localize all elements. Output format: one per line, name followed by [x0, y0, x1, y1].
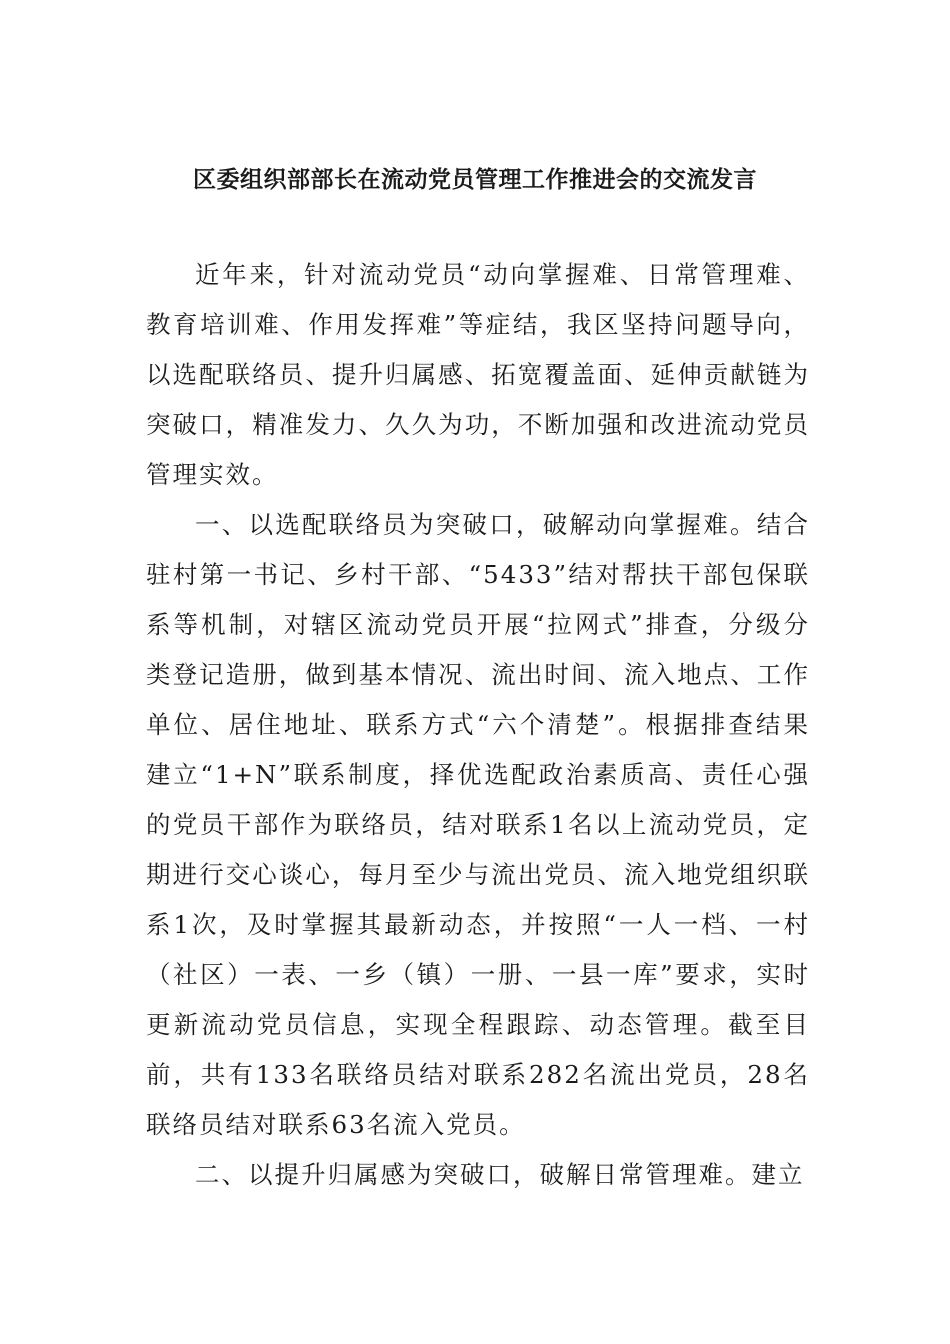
document-body	[146, 250, 810, 1200]
paragraph-section-one: 一、以选配联络员为突破口，破解动向掌握难。结合驻村第一书记、乡村干部、“5433”结对帮扶干部包保联系等机制，对辖区流动党员开展“拉网式”排查，分级分类登记造册，做到基本情况、流出时间、流入地点、工作单位、居住地址、联系方式“六个清楚”。根据排查结果建立“1+N”联系制度，择优选配政治素质高、责任心强的党员干部作为联络员，结对联系1名以上流动党员，定期进行交心谈心，每月至少与流出党员、流入地党组织联系1次，及时掌握其最新动态，并按照“一人一档、一村（社区）一表、一乡（镇）一册、一县一库”要求，实时更新流动党员信息，实现全程跟踪、动态管理。截至目前，共有133名联络员结对联系282名流出党员，28名联络员结对联系63名流入党员。	[146, 510, 810, 1139]
document-title: 区委组织部部长在流动党员管理工作推进会的交流发言	[193, 166, 757, 193]
paragraph-intro: 近年来，针对流动党员“动向掌握难、日常管理难、教育培训难、作用发挥难”等症结，我区坚持问题导向，以选配联络员、提升归属感、拓宽覆盖面、延伸贡献链为突破口，精准发力、久久为功，不断加强和改进流动党员管理实效。	[146, 260, 810, 489]
paragraph-section-two: 二、以提升归属感为突破口，破解日常管理难。建立	[195, 1160, 805, 1189]
